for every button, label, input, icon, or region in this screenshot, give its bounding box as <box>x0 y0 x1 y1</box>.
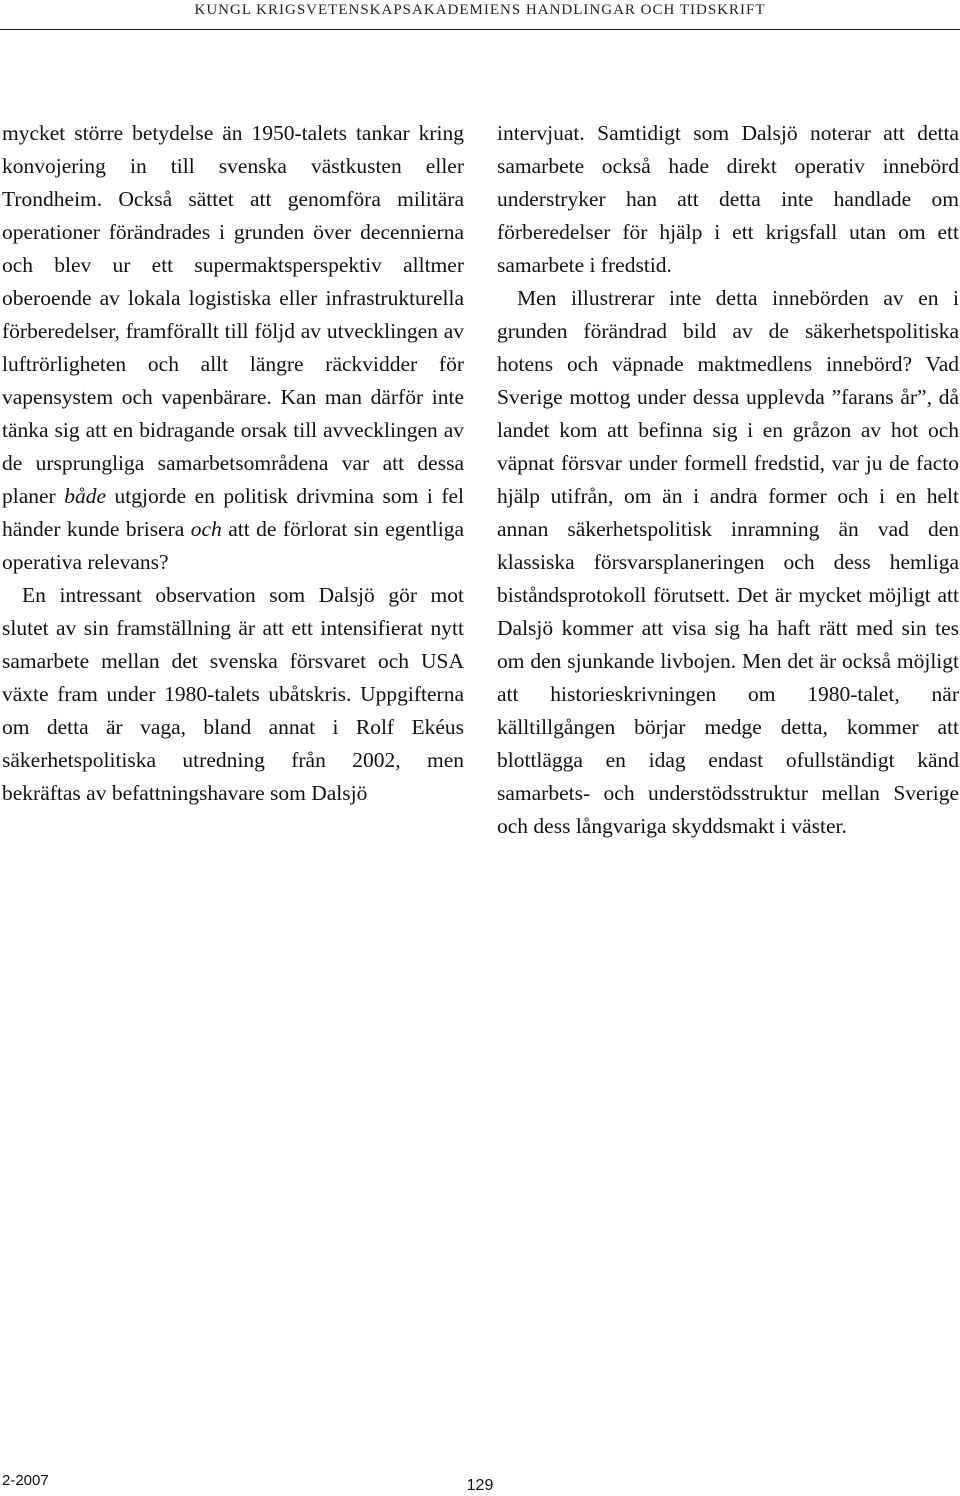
right-paragraph-1: intervjuat. Samtidigt som Dalsjö noterar att detta samarbete också hade direkt operativ innebörd understryker han att detta inte handlade om förberedelser för hjälp i ett krigsfall utan om ett samarbete i fredstid. <box>497 121 959 277</box>
header-rule <box>0 29 960 30</box>
left-p1-text-b: utgjorde en politisk drivmina som i fel händer kunde brisera <box>2 484 464 541</box>
left-paragraph-1 <box>2 117 464 579</box>
right-column <box>497 117 959 843</box>
left-p1-emphasis-1: både <box>64 484 107 508</box>
left-p1-text-a: mycket större betydelse än 1950-talets tankar kring konvojering in till svenska västkusten eller Trondheim. Också sättet att genomföra militära operationer förändrades i grunden över decennierna och blev ur ett supermaktsperspektiv alltmer oberoende av lokala logistiska eller infrastrukturella förberedelser, framförallt till följd av utvecklingen av luftrörligheten och allt längre räckvidder för vapensystem och vapenbärare. Kan man därför inte tänka sig att en bidragande orsak till avvecklingen av de ursprungliga samarbetsområdena var att dessa planer <box>2 121 464 508</box>
left-p1-emphasis-2: och <box>190 517 222 541</box>
right-paragraph-2: Men illustrerar inte detta innebörden av en i grunden förändrad bild av de säkerhetspolitiska hotens och väpnade maktmedlens innebörd? Vad Sverige mottog under dessa upplevda ”farans år”, då landet kom att befinna sig i en gråzon av hot och väpnat försvar under formell fredstid, var ju de facto hjälp utifrån, om än i andra former och i en helt annan säkerhetspolitisk inramning än vad den klassiska försvarsplaneringen och dess hemliga biståndsprotokoll förutsett. Det är mycket möjligt att Dalsjö kommer att visa sig ha haft rätt med sin tes om den sjunkande livbojen. Men det är också möjligt att historieskrivningen om 1980-talet, när källtillgången börjar medge detta, kommer att blottlägga en idag endast ofullständigt känd samarbets- och understödsstruktur mellan Sverige och dess långvariga skyddsmakt i väster. <box>497 286 959 838</box>
left-p1-text-c: att de förlorat sin egentliga operativa relevans? <box>2 517 464 574</box>
left-paragraph-2: En intressant observation som Dalsjö gör mot slutet av sin framställning är att ett intensifierat nytt samarbete mellan det svenska försvaret och USA växte fram under 1980-talets ubåtskris. Uppgifterna om detta är vaga, bland annat i Rolf Ekéus säkerhetspolitiska utredning från 2002, men bekräftas av befattningshavare som Dalsjö <box>2 583 464 805</box>
running-header: KUNGL KRIGSVETENSKAPSAKADEMIENS HANDLINGAR OCH TIDSKRIFT <box>194 2 766 18</box>
page-number: 129 <box>466 1477 494 1494</box>
left-column <box>2 117 464 810</box>
issue-label: 2-2007 <box>2 1472 49 1489</box>
